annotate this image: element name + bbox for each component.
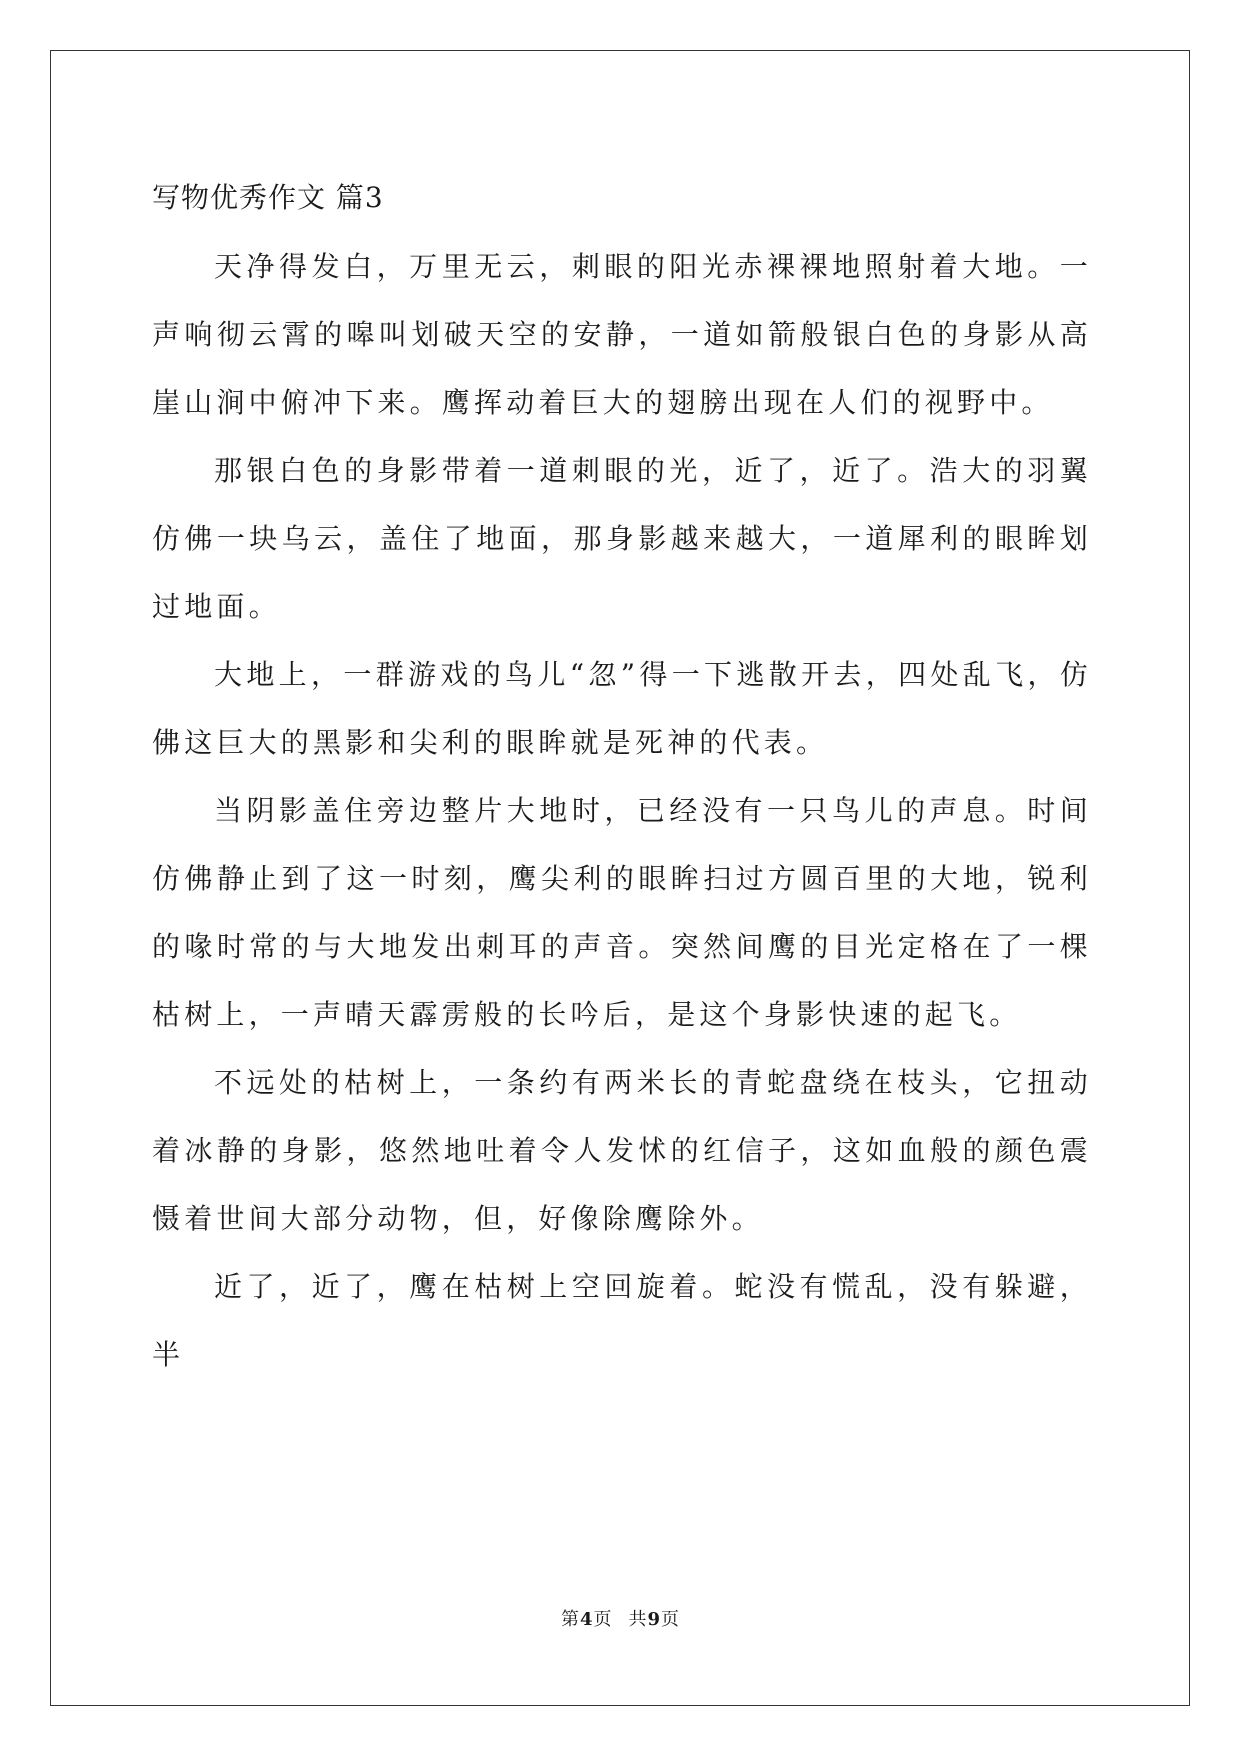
page-total: 9	[647, 1609, 662, 1630]
paragraph: 大地上，一群游戏的鸟儿“忽”得一下逃散开去，四处乱飞，仿佛这巨大的黑影和尖利的眼眸就是死神的代表。	[152, 658, 1092, 759]
page-current: 4	[579, 1609, 594, 1630]
paragraph: 近了，近了，鹰在枯树上空回旋着。蛇没有慌乱，没有躲避，半	[152, 1270, 1092, 1371]
paragraph: 当阴影盖住旁边整片大地时，已经没有一只鸟儿的声息。时间仿佛静止到了这一时刻，鹰尖利的眼眸扫过方圆百里的大地，锐利的喙时常的与大地发出刺耳的声音。突然间鹰的目光定格在了一棵枯树上，一声晴天霹雳般的长吟后，是这个身影快速的起飞。	[152, 794, 1092, 1031]
total-unit: 页	[661, 1609, 681, 1630]
paragraph: 不远处的枯树上，一条约有两米长的青蛇盘绕在枝头，它扭动着冰静的身影，悠然地吐着令人发怵的红信子，这如血般的颜色震慑着世间大部分动物，但，好像除鹰除外。	[152, 1066, 1092, 1235]
document-body	[152, 163, 1092, 1389]
page-prefix: 第	[560, 1609, 580, 1630]
page-unit: 页	[593, 1609, 613, 1630]
paragraph: 那银白色的身影带着一道刺眼的光，近了，近了。浩大的羽翼仿佛一块乌云，盖住了地面，那身影越来越大，一道犀利的眼眸划过地面。	[152, 454, 1092, 623]
total-prefix: 共	[628, 1609, 648, 1630]
page-footer	[0, 1608, 1241, 1632]
document-title: 写物优秀作文 篇3	[152, 181, 384, 214]
paragraph: 天净得发白，万里无云，刺眼的阳光赤裸裸地照射着大地。一声响彻云霄的嗥叫划破天空的安静，一道如箭般银白色的身影从高崖山涧中俯冲下来。鹰挥动着巨大的翅膀出现在人们的视野中。	[152, 250, 1092, 419]
